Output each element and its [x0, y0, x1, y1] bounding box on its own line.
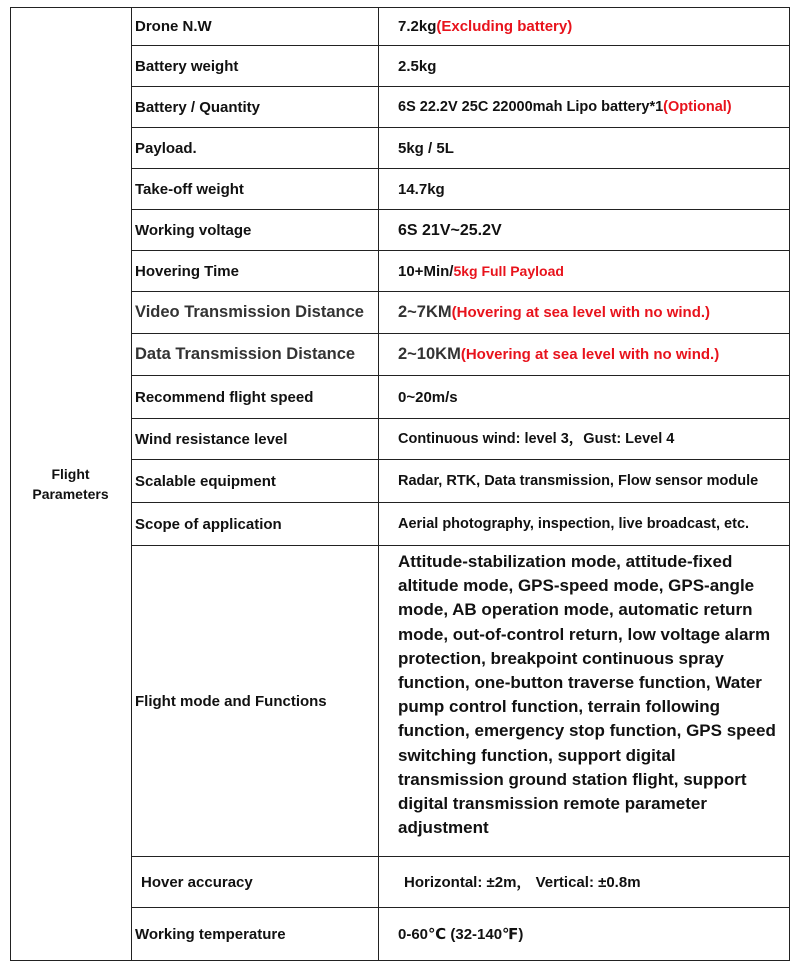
column-divider: [131, 7, 132, 961]
value-text: 2~7KM: [398, 303, 452, 321]
param-label: Working temperature: [135, 925, 286, 943]
param-value: [380, 46, 788, 86]
param-label: Drone N.W: [135, 17, 212, 35]
param-value: [380, 251, 788, 291]
param-value: [380, 503, 788, 545]
value-note: (Hovering at sea level with no wind.): [451, 304, 711, 321]
value-text: 7.2kg: [398, 17, 437, 35]
value-text: 0~20m/s: [398, 388, 458, 406]
param-label: Payload.: [135, 139, 197, 157]
section-label: [10, 7, 131, 961]
value-text: Aerial photography, inspection, live broadcast, etc.: [398, 515, 750, 532]
param-value: [380, 169, 788, 209]
section-label-text: Flight Parameters: [32, 466, 109, 502]
param-label: Working voltage: [135, 221, 252, 239]
param-label: Hovering Time: [135, 262, 239, 280]
param-label: Scalable equipment: [135, 472, 276, 490]
param-label: Take-off weight: [135, 180, 244, 198]
param-label: Scope of application: [135, 515, 282, 533]
param-label: Battery weight: [135, 57, 239, 75]
value-text: 10+Min/: [398, 262, 454, 280]
param-label: Data Transmission Distance: [135, 345, 356, 363]
param-value: [380, 128, 788, 168]
value-text: Continuous wind: level 3，Gust: Level 4: [398, 430, 675, 447]
column-divider: [378, 7, 379, 961]
value-text: Attitude-stabilization mode, attitude-fixed altitude mode, GPS-speed mode, GPS-angle mode, AB operation mode, automatic return mode, out-of-control return, low voltage alarm protection, breakpoint continuous spray function, one-button traverse function, Water pump control function, terrain following function, emergency stop function, GPS speed switching function, support digital transmission ground station flight, support digital transmission remote parameter adjustment: [398, 552, 776, 838]
value-text: 2~10KM: [398, 345, 461, 363]
param-label: Recommend flight speed: [135, 388, 314, 406]
value-text: 2.5kg: [398, 57, 437, 75]
param-value: [380, 210, 788, 250]
value-text: 0-60℃ (32-140℉): [398, 925, 524, 943]
param-label: Video Transmission Distance: [135, 303, 364, 321]
param-value: [380, 87, 788, 127]
param-value: [380, 419, 788, 459]
value-note: 5kg Full Payload: [453, 262, 564, 279]
value-text: Radar, RTK, Data transmission, Flow sensor module: [398, 472, 759, 489]
param-label: Flight mode and Functions: [135, 692, 327, 710]
value-text: 5kg / 5L: [398, 139, 454, 157]
param-value: [380, 908, 788, 960]
param-value: [380, 7, 788, 45]
param-value: [380, 546, 788, 856]
param-value: [380, 292, 788, 333]
value-text: 6S 21V~25.2V: [398, 221, 502, 239]
value-note: (Optional): [663, 98, 732, 115]
param-label: Hover accuracy: [141, 873, 253, 891]
param-value: [380, 857, 788, 907]
value-note: (Hovering at sea level with no wind.): [460, 346, 720, 363]
value-note: (Excluding battery): [436, 17, 573, 35]
value-text: 14.7kg: [398, 180, 445, 198]
param-value: [380, 334, 788, 375]
param-value: [380, 376, 788, 418]
value-text: 6S 22.2V 25C 22000mah Lipo battery*1: [398, 98, 664, 115]
value-text: Horizontal: ±2m， Vertical: ±0.8m: [404, 873, 641, 891]
param-value: [380, 460, 788, 502]
param-label: Wind resistance level: [135, 430, 288, 448]
param-label: Battery / Quantity: [135, 98, 261, 116]
